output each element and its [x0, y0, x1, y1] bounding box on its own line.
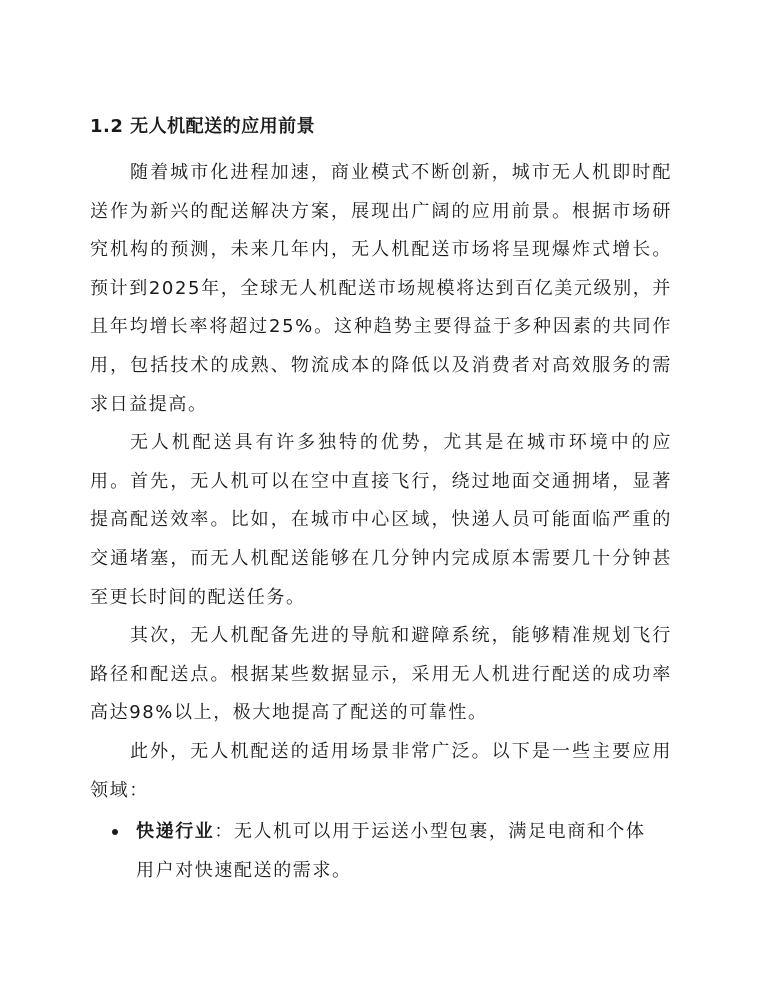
list-item-term: 快递行业	[136, 821, 215, 842]
list-item-separator: ：	[214, 821, 235, 842]
list-item-text: 无人机可以用于运送小型包裹，满足电商和个体用户对快速配送的需求。	[136, 821, 646, 881]
section-heading: 1.2 无人机配送的应用前景	[90, 116, 316, 137]
paragraph: 随着城市化进程加速，商业模式不断创新，城市无人机即时配送作为新兴的配送解决方案，展现出广阔的应用前景。根据市场研究机构的预测，未来几年内，无人机配送市场将呈现爆炸式增长。预计到2025年，全球无人机配送市场规模将达到百亿美元级别，并且年均增长率将超过25%。这种趋势主要得益于多种因素的共同作用，包括技术的成熟、物流成本的降低以及消费者对高效服务的需求日益提高。	[90, 162, 672, 415]
paragraph: 其次，无人机配备先进的导航和避障系统，能够精准规划飞行路径和配送点。根据某些数据显示，采用无人机进行配送的成功率高达98%以上，极大地提高了配送的可靠性。	[90, 625, 672, 724]
paragraph: 无人机配送具有许多独特的优势，尤其是在城市环境中的应用。首先，无人机可以在空中直接飞行，绕过地面交通拥堵，显著提高配送效率。比如，在城市中心区域，快递人员可能面临严重的交通堵塞，而无人机配送能够在几分钟内完成原本需要几十分钟甚至更长时间的配送任务。	[90, 432, 672, 608]
body-text	[90, 154, 672, 810]
application-list	[90, 813, 672, 890]
bullet-icon	[112, 829, 118, 835]
list-item	[90, 813, 672, 890]
paragraph: 此外，无人机配送的适用场景非常广泛。以下是一些主要应用领域：	[90, 740, 672, 801]
